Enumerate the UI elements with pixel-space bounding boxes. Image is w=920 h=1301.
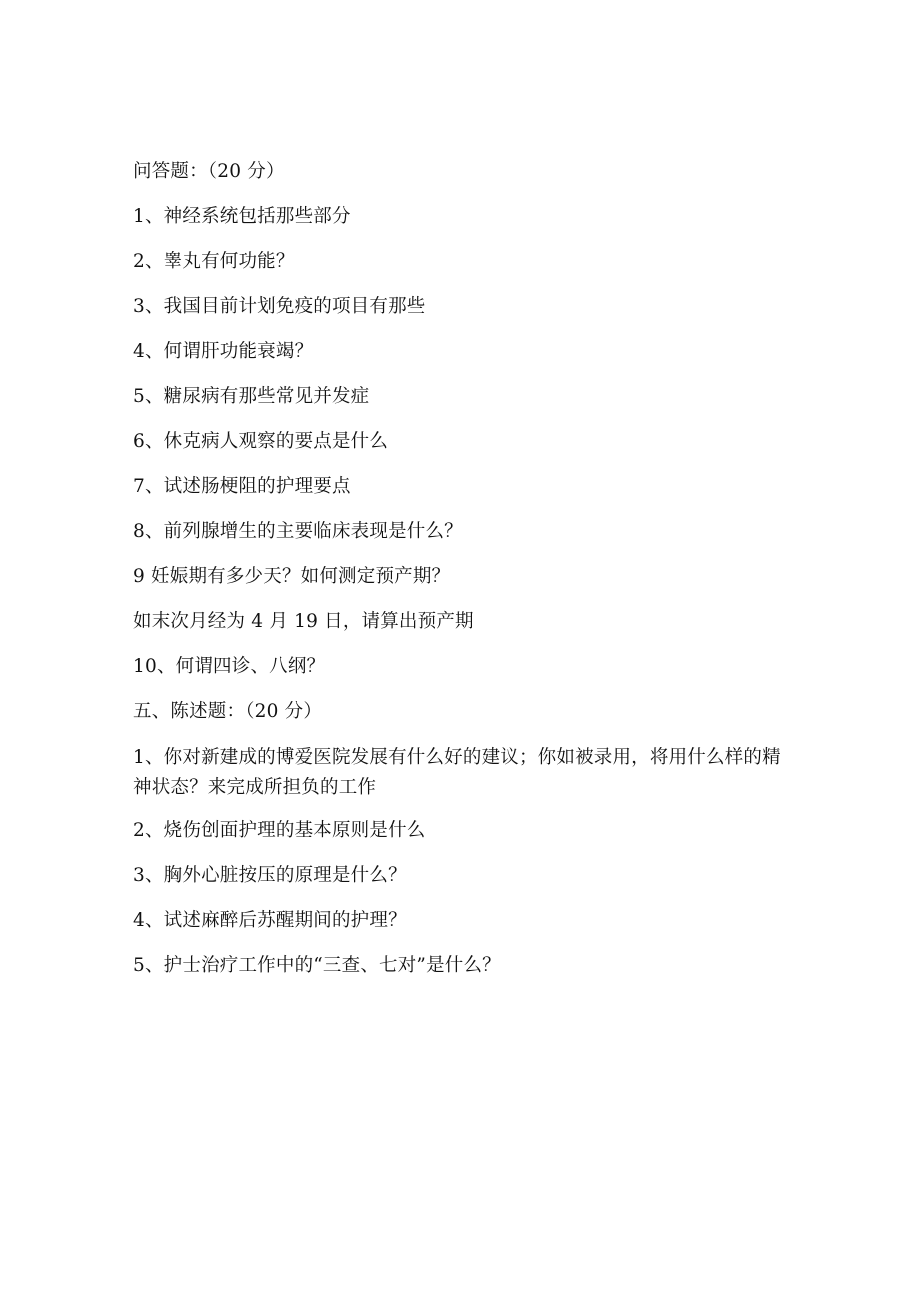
question-item: 1、神经系统包括那些部分 [133, 206, 351, 227]
section-heading-essay: 五、陈述题：（20 分） [133, 701, 323, 722]
question-item-continuation: 如末次月经为 4 月 19 日，请算出预产期 [133, 611, 474, 632]
question-item: 10、何谓四诊、八纲？ [133, 656, 326, 677]
document-content [133, 158, 783, 997]
question-item: 6、休克病人观察的要点是什么 [133, 431, 389, 452]
question-item: 7、试述肠梗阻的护理要点 [133, 476, 351, 497]
essay-question-item: 3、胸外心脏按压的原理是什么？ [133, 865, 407, 886]
essay-question-item: 2、烧伤创面护理的基本原则是什么 [133, 820, 426, 841]
essay-question-item: 5、护士治疗工作中的“三查、七对”是什么？ [133, 955, 501, 976]
essay-question-item: 1、你对新建成的博爱医院发展有什么好的建议；你如被录用，将用什么样的精神状态？来完成所担负的工作 [133, 747, 781, 798]
question-item: 5、糖尿病有那些常见并发症 [133, 386, 370, 407]
question-item: 9 妊娠期有多少天？如何测定预产期？ [133, 566, 451, 587]
question-item: 4、何谓肝功能衰竭？ [133, 341, 314, 362]
question-item: 8、前列腺增生的主要临床表现是什么？ [133, 521, 463, 542]
question-item: 3、我国目前计划免疫的项目有那些 [133, 296, 426, 317]
essay-question-item: 4、试述麻醉后苏醒期间的护理？ [133, 910, 407, 931]
section-heading-qa: 问答题：（20 分） [133, 161, 285, 182]
question-item: 2、睾丸有何功能？ [133, 251, 295, 272]
